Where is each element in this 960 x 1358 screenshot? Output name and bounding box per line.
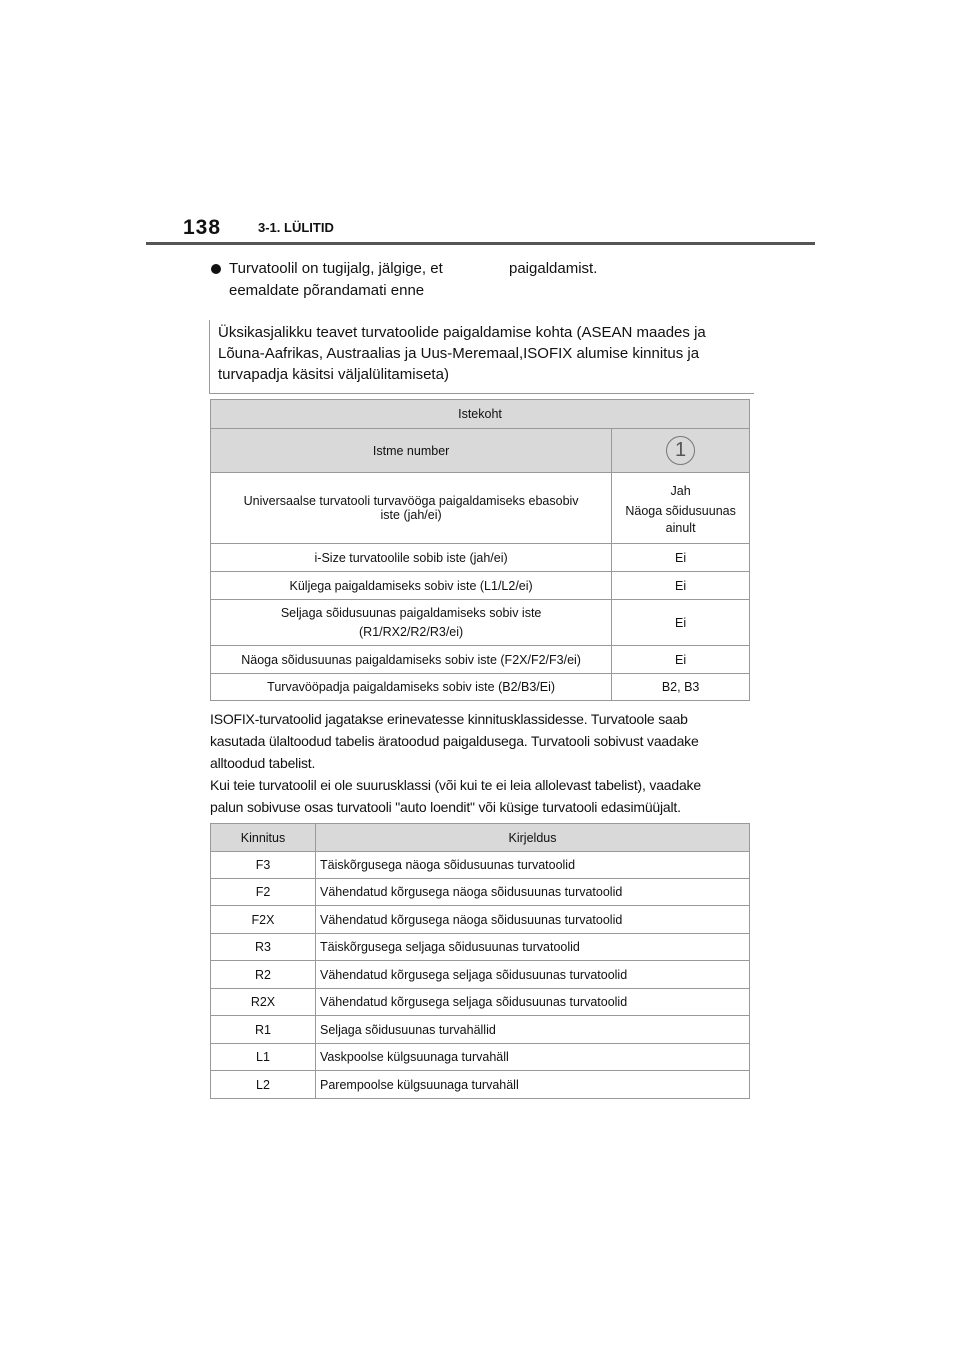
info-line-2: Lõuna-Aafrikas, Austraalias ja Uus-Meremaal,ISOFIX alumise kinnitus ja [218, 345, 700, 362]
row-label: Küljega paigaldamiseks sobiv iste (L1/L2/ei) [211, 572, 612, 600]
table-row [211, 934, 750, 961]
row-value [612, 473, 750, 544]
table-row [211, 572, 750, 600]
bullet-line-1: Turvatoolil on tugijalg, jälgige, et [229, 260, 443, 277]
table-row [211, 852, 750, 879]
fixture-code: F3 [211, 852, 316, 879]
info-line-3: turvapadja käsitsi väljalülitamiseta) [218, 366, 449, 383]
para-line-5: palun sobivuse osas turvatooli "auto loendit" või küsige turvatooli edasimüüjalt. [210, 799, 681, 815]
fixture-code: R2X [211, 989, 316, 1016]
row-label-line: Seljaga sõidusuunas paigaldamiseks sobiv iste [280, 605, 542, 620]
row-label-line: Universaalse turvatooli turvavööga paigaldamiseks ebasobiv [243, 494, 579, 508]
row-label-line: (R1/RX2/R2/R3/ei) [359, 624, 464, 639]
table-row [211, 646, 750, 674]
row-value-line: Näoga sõidusuunas [625, 504, 736, 518]
seat-suitability-table [210, 399, 750, 701]
table-row [211, 1016, 750, 1044]
row-value-line: ainult [665, 521, 696, 535]
table-row [211, 1071, 750, 1099]
fixture-desc: Täiskõrgusega seljaga sõidusuunas turvatoolid [316, 934, 750, 961]
fixture-code: R2 [211, 961, 316, 989]
para-line-4: Kui teie turvatoolil ei ole suurusklassi (või kui te ei leia allolevast tabelist), vaadake [210, 777, 701, 793]
row-label: Näoga sõidusuunas paigaldamiseks sobiv iste (F2X/F2/F3/ei) [211, 646, 612, 674]
bullet-line-3: paigaldamist. [509, 260, 598, 277]
fixture-code: L2 [211, 1071, 316, 1099]
fixture-code: F2X [211, 906, 316, 934]
row-label [211, 473, 612, 544]
col-header-description: Kirjeldus [316, 824, 750, 852]
row-label: i-Size turvatoolile sobib iste (jah/ei) [211, 544, 612, 572]
section-title: 3-1. LÜLITID [258, 220, 334, 235]
para-line-2: kasutada ülaltoodud tabelis äratoodud paigaldusega. Turvatooli sobivust vaadake [210, 733, 699, 749]
para-line-3: alltoodud tabelist. [210, 755, 316, 771]
fixture-desc: Vähendatud kõrgusega seljaga sõidusuunas turvatoolid [316, 989, 750, 1016]
isofix-paragraph [210, 708, 755, 818]
col-header-fixture: Kinnitus [211, 824, 316, 852]
fixture-desc: Vaskpoolse külgsuunaga turvahäll [316, 1044, 750, 1071]
fixture-code: L1 [211, 1044, 316, 1071]
row-value: Ei [612, 544, 750, 572]
fixture-code: R1 [211, 1016, 316, 1044]
row-value: Ei [612, 600, 750, 646]
info-line-1: Üksikasjalikku teavet turvatoolide paigaldamise kohta (ASEAN maades ja [218, 324, 706, 341]
table-row [211, 544, 750, 572]
fixture-desc: Seljaga sõidusuunas turvahällid [316, 1016, 750, 1044]
seat-number-badge: 1 [666, 436, 695, 465]
table-row [211, 600, 750, 646]
table-row [211, 879, 750, 906]
fixture-desc: Vähendatud kõrgusega seljaga sõidusuunas turvatoolid [316, 961, 750, 989]
info-box [209, 320, 754, 394]
fixture-desc: Täiskõrgusega näoga sõidusuunas turvatoolid [316, 852, 750, 879]
row-value: B2, B3 [612, 674, 750, 701]
table-row [211, 989, 750, 1016]
table-row [211, 1044, 750, 1071]
table-row [211, 674, 750, 701]
page-number: 138 [183, 216, 222, 239]
row-value-line: Jah [670, 484, 691, 498]
table-row [211, 906, 750, 934]
row-value: Ei [612, 646, 750, 674]
bullet-line-2: eemaldate põrandamati enne [229, 282, 425, 299]
row-label: Turvavööpadja paigaldamiseks sobiv iste (B2/B3/Ei) [211, 674, 612, 701]
seat-number-cell [612, 429, 750, 473]
fixture-desc: Vähendatud kõrgusega näoga sõidusuunas turvatoolid [316, 879, 750, 906]
header-divider [146, 242, 815, 245]
para-line-1: ISOFIX-turvatoolid jagatakse erinevatesse kinnitusklassidesse. Turvatoole saab [210, 711, 688, 727]
table-row [211, 473, 750, 544]
fixture-code: R3 [211, 934, 316, 961]
fixture-code: F2 [211, 879, 316, 906]
table-title: Istekoht [211, 400, 750, 429]
fixture-desc: Vähendatud kõrgusega näoga sõidusuunas turvatoolid [316, 906, 750, 934]
seat-number-label: Istme number [211, 429, 612, 473]
fixture-desc: Parempoolse külgsuunaga turvahäll [316, 1071, 750, 1099]
row-label [211, 600, 612, 646]
bullet-icon [211, 264, 221, 274]
row-label-line: iste (jah/ei) [380, 508, 442, 522]
row-value: Ei [612, 572, 750, 600]
fixture-class-table [210, 823, 750, 1099]
table-row [211, 961, 750, 989]
